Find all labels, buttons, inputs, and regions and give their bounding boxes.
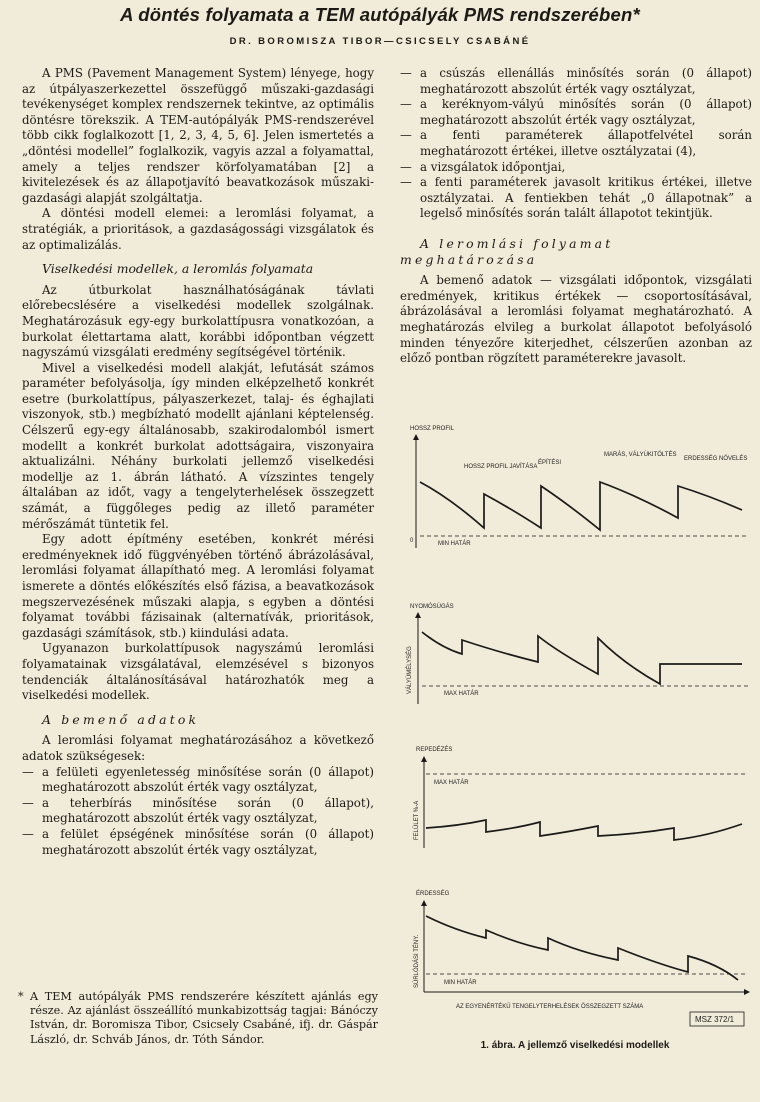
x-axis-label: AZ EGYENÉRTÉKŰ TENGELYTERHELÉSEK ÖSSZEGZETT SZÁMA [456,1004,644,1010]
degradation-curve [422,632,742,684]
input-data-list [22,765,374,859]
chart-label: REPEDÉZÉS [416,747,453,753]
list-item: — a fenti paraméterek javasolt kritikus értékei, illetve osztályzatai. A fentiekben tehát „0 állapotnak” a legelső minősítés során talált állapotot tekintjük. [400,175,752,222]
list-item: — a teherbírás minősítése során (0 állapot), meghatározott abszolút érték vagy osztályzat, [22,796,374,827]
list-item: — a keréknyom-vályú minősítés során (0 állapot) meghatározott abszolút érték vagy osztályzat, [400,97,752,128]
degradation-curve [426,820,742,840]
body-paragraph: A leromlási folyamat meghatározásához a következő adatok szükségesek: [22,733,374,763]
chart-longitudinal-profile [410,426,748,548]
y-axis-arrow [415,612,421,618]
article-title: A döntés folyamata a TEM autópályák PMS rendszerében* [120,4,640,25]
y-axis-arrow [413,434,419,440]
threshold-label: MAX HATÁR [434,780,469,786]
annotation: HOSSZ PROFIL JAVÍTÁSA [464,464,538,470]
axis-mark: 0 [410,538,414,544]
degradation-curve [420,482,742,530]
annotation: ÉPÍTÉSI [538,460,562,466]
footnote-marker: * [18,990,24,1003]
annotation: MARÁS, VÁLYÚKITÖLTÉS [604,452,677,458]
side-label: VÁLYÚMÉLYSÉG [407,646,413,694]
footnote-text: A TEM autópályák PMS rendszerére készített ajánlás egy része. Az ajánlást összeállító munkabizottság tagjai: Bánóczy István, dr. Boromisza Tibor, Csicsely Csabáné, ifj. dr. Gáspár László, dr. Schváb János, dr. Tóth Sándor. [30,990,378,1046]
section-heading-deterioration: A leromlási folyamat meghatározása [400,235,614,267]
chart-label: ÉRDESSÉG [416,891,450,897]
chart-label: NYOMÓSÚGÁS [410,604,454,610]
section-heading-behaviour-models: Viselkedési modellek, a leromlás folyamata [42,261,314,277]
side-label: SÚRLÓDÁSI TÉNY. [414,934,420,988]
degradation-curve [426,916,738,980]
threshold-label: MAX HATÁR [444,691,479,697]
side-label: FELÜLET %-A [414,800,420,840]
chart-cracking [413,746,748,848]
y-axis-arrow [421,900,427,906]
intro-paragraph: A PMS (Pavement Management System) lényege, hogy az útpályaszerkezettel összefüggő műszaki-gazdasági tevékenységet komplex rendszernek tekintve, az optimális döntésre törekszik. A TEM-autópályák PMS-rendszerével több cikk foglalkozott [1, 2, 3, 4, 5, 6]. Jelen ismertetés a „döntési modellel” foglalkozik, vagyis azzal a folyamattal, amely a teljes rendszer körfolyamatában [2] a kivitelezések és az állapotjavító beavatkozások műszaki-gazdasági alapját szolgáltatja. [22,66,374,205]
list-item: — a felületi egyenletesség minősítése során (0 állapot) meghatározott abszolút érték vagy osztályzat, [22,765,374,796]
body-paragraph: A bemenő adatok — vizsgálati időpontok, vizsgálati eredmények, kritikus értékek — csoportosításával, ábrázolásával a leromlási folyamat meghatározható. A meghatározás elvileg a burkolat állapotot befolyásoló minden tényezőre kiterjedhet, célszerűen azonban az előző pontban rögzített paraméterekre javasolt. [400,273,752,366]
figure-caption: 1. ábra. A jellemző viselkedési modellek [480,1040,670,1051]
list-item: — a vizsgálatok időpontjai, [400,160,752,176]
threshold-label: MIN HATÁR [438,541,471,547]
behaviour-models-figure [398,408,754,1038]
input-data-list-continued [400,66,752,222]
x-axis-arrow [744,989,750,995]
right-column [400,66,752,367]
reference-stamp [690,1012,744,1026]
chart-rutting [406,603,748,704]
footnote [18,990,378,1047]
body-paragraph: Ugyanazon burkolattípusok nagyszámú leromlási folyamatainak vizsgálatával, elemzésével s bizonyos tendenciák általánosításával határozhatók meg a viselkedési modellek. [22,641,374,703]
stamp-text: MSZ 372/1 [695,1015,735,1024]
list-item: — a csúszás ellenállás minősítés során (0 állapot) meghatározott abszolút érték vagy osztályzat, [400,66,752,97]
chart-skid-resistance [413,890,750,1010]
left-column [22,66,374,858]
list-item: — a fenti paraméterek állapotfelvétel során meghatározott értékei, illetve osztályzatai (4), [400,128,752,159]
article-authors: DR. BOROMISZA TIBOR—CSICSELY CSABÁNÉ [229,36,531,47]
body-paragraph: Az útburkolat használhatóságának távlati előrebecslésére a viselkedési modellek szolgálnak. Meghatározásuk egy-egy burkolattípusra vonatkozóan, a burkolat élettartama alatt, korábbi időpontban végzett nagyszámú vizsgálati eredmény segítségével történik. [22,282,374,360]
body-paragraph: Mivel a viselkedési modell alakját, lefutását számos paraméter befolyásolja, így minden elképzelhető konkrét esetre (burkolattípus, pályaszerkezet, talaj- és éghajlati viszonyok, stb.) megbízható modellt ajánlani képtelenség. Célszerű egy-egy általánosabb, szakirodalomból ismert modellt a konkrét burkolat adottságaira, viszonyaira aktualizálni. Néhány burkolati jellemző viselkedési modellje az 1. ábrán látható. A vízszintes tengely általában az időt, vagy a tengelyterhelések összegzett számát, a függőleges pedig az illető paraméter mérőszámát tüntetik fel. [22,360,374,531]
body-paragraph: Egy adott építmény esetében, konkrét mérési eredményeknek idő függvényében történő ábrázolásával, leromlási folyamat állapítható meg. A leromlási folyamat ismerete a döntés előkészítés első fázisa, a beavatkozások megszervezésének műszaki alapja, s egyben a döntési folyamat további fázisainak (alternatívák, prioritások, gazdasági számítások, stb.) kiindulási adata. [22,532,374,640]
threshold-label: MIN HATÁR [444,980,477,986]
section-heading-input-data: A bemenő adatok [42,711,200,727]
list-item: — a felület épségének minősítése során (0 állapot) meghatározott abszolút érték vagy osztályzat, [22,827,374,858]
intro-paragraph: A döntési modell elemei: a leromlási folyamat, a stratégiák, a prioritások, a gazdaságossági vizsgálatok és az optimalizálás. [22,206,374,252]
y-axis-arrow [421,756,427,762]
chart-label: HOSSZ PROFIL [410,426,455,432]
annotation: ERDESSÉG NÖVELÉS [684,456,748,462]
